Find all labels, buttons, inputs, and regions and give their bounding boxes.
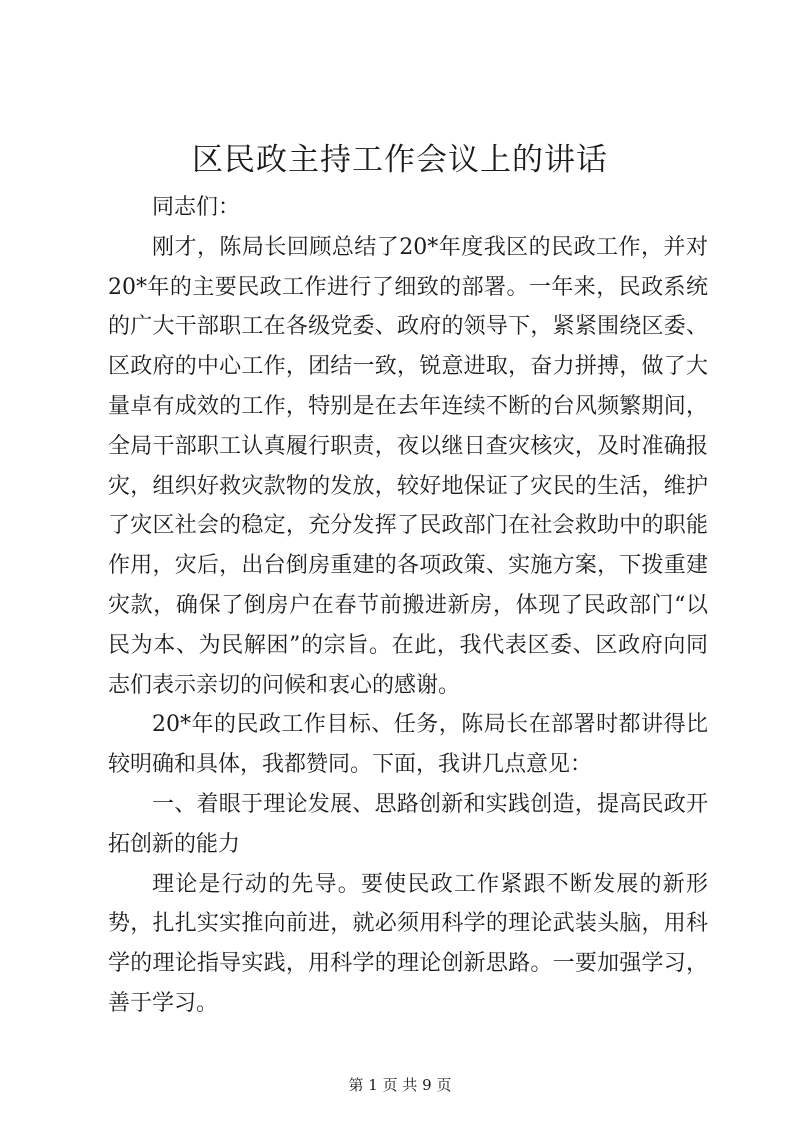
salutation-paragraph: 同志们： bbox=[152, 195, 241, 220]
document-title: 区民政主持工作会议上的讲话 bbox=[192, 142, 608, 178]
body-paragraph: 20*年的民政工作目标、任务，陈局长在部署时都讲得比较明确和具体，我都赞同。下面，我讲几点意见： bbox=[108, 712, 708, 778]
body-paragraph: 理论是行动的先导。要使民政工作紧跟不断发展的新形势，扎扎实实推向前进，就必须用科学的理论武装头脑，用科学的理论指导实践，用科学的理论创新思路。一要加强学习，善于学习。 bbox=[108, 871, 708, 1016]
page-number-footer: 第 1 页 共 9 页 bbox=[348, 1076, 452, 1094]
body-paragraph: 刚才，陈局长回顾总结了20*年度我区的民政工作，并对20*年的主要民政工作进行了细致的部署。一年来，民政系统的广大干部职工在各级党委、政府的领导下，紧紧围绕区委、区政府的中心工作，团结一致，锐意进取，奋力拼搏，做了大量卓有成效的工作，特别是在去年连续不断的台风频繁期间，全局干部职工认真履行职责，夜以继日查灾核灾，及时准确报灾，组织好救灾款物的发放，较好地保证了灾民的生活，维护了灾区社会的稳定，充分发挥了民政部门在社会救助中的职能作用，灾后，出台倒房重建的各项政策、实施方案，下拨重建灾款，确保了倒房户在春节前搬进新房，体现了民政部门“以民为本、为民解困”的宗旨。在此，我代表区委、区政府向同志们表示亲切的问候和衷心的感谢。 bbox=[108, 234, 708, 698]
document-body bbox=[108, 188, 708, 1024]
section-heading-paragraph: 一、着眼于理论发展、思路创新和实践创造，提高民政开拓创新的能力 bbox=[108, 791, 708, 857]
